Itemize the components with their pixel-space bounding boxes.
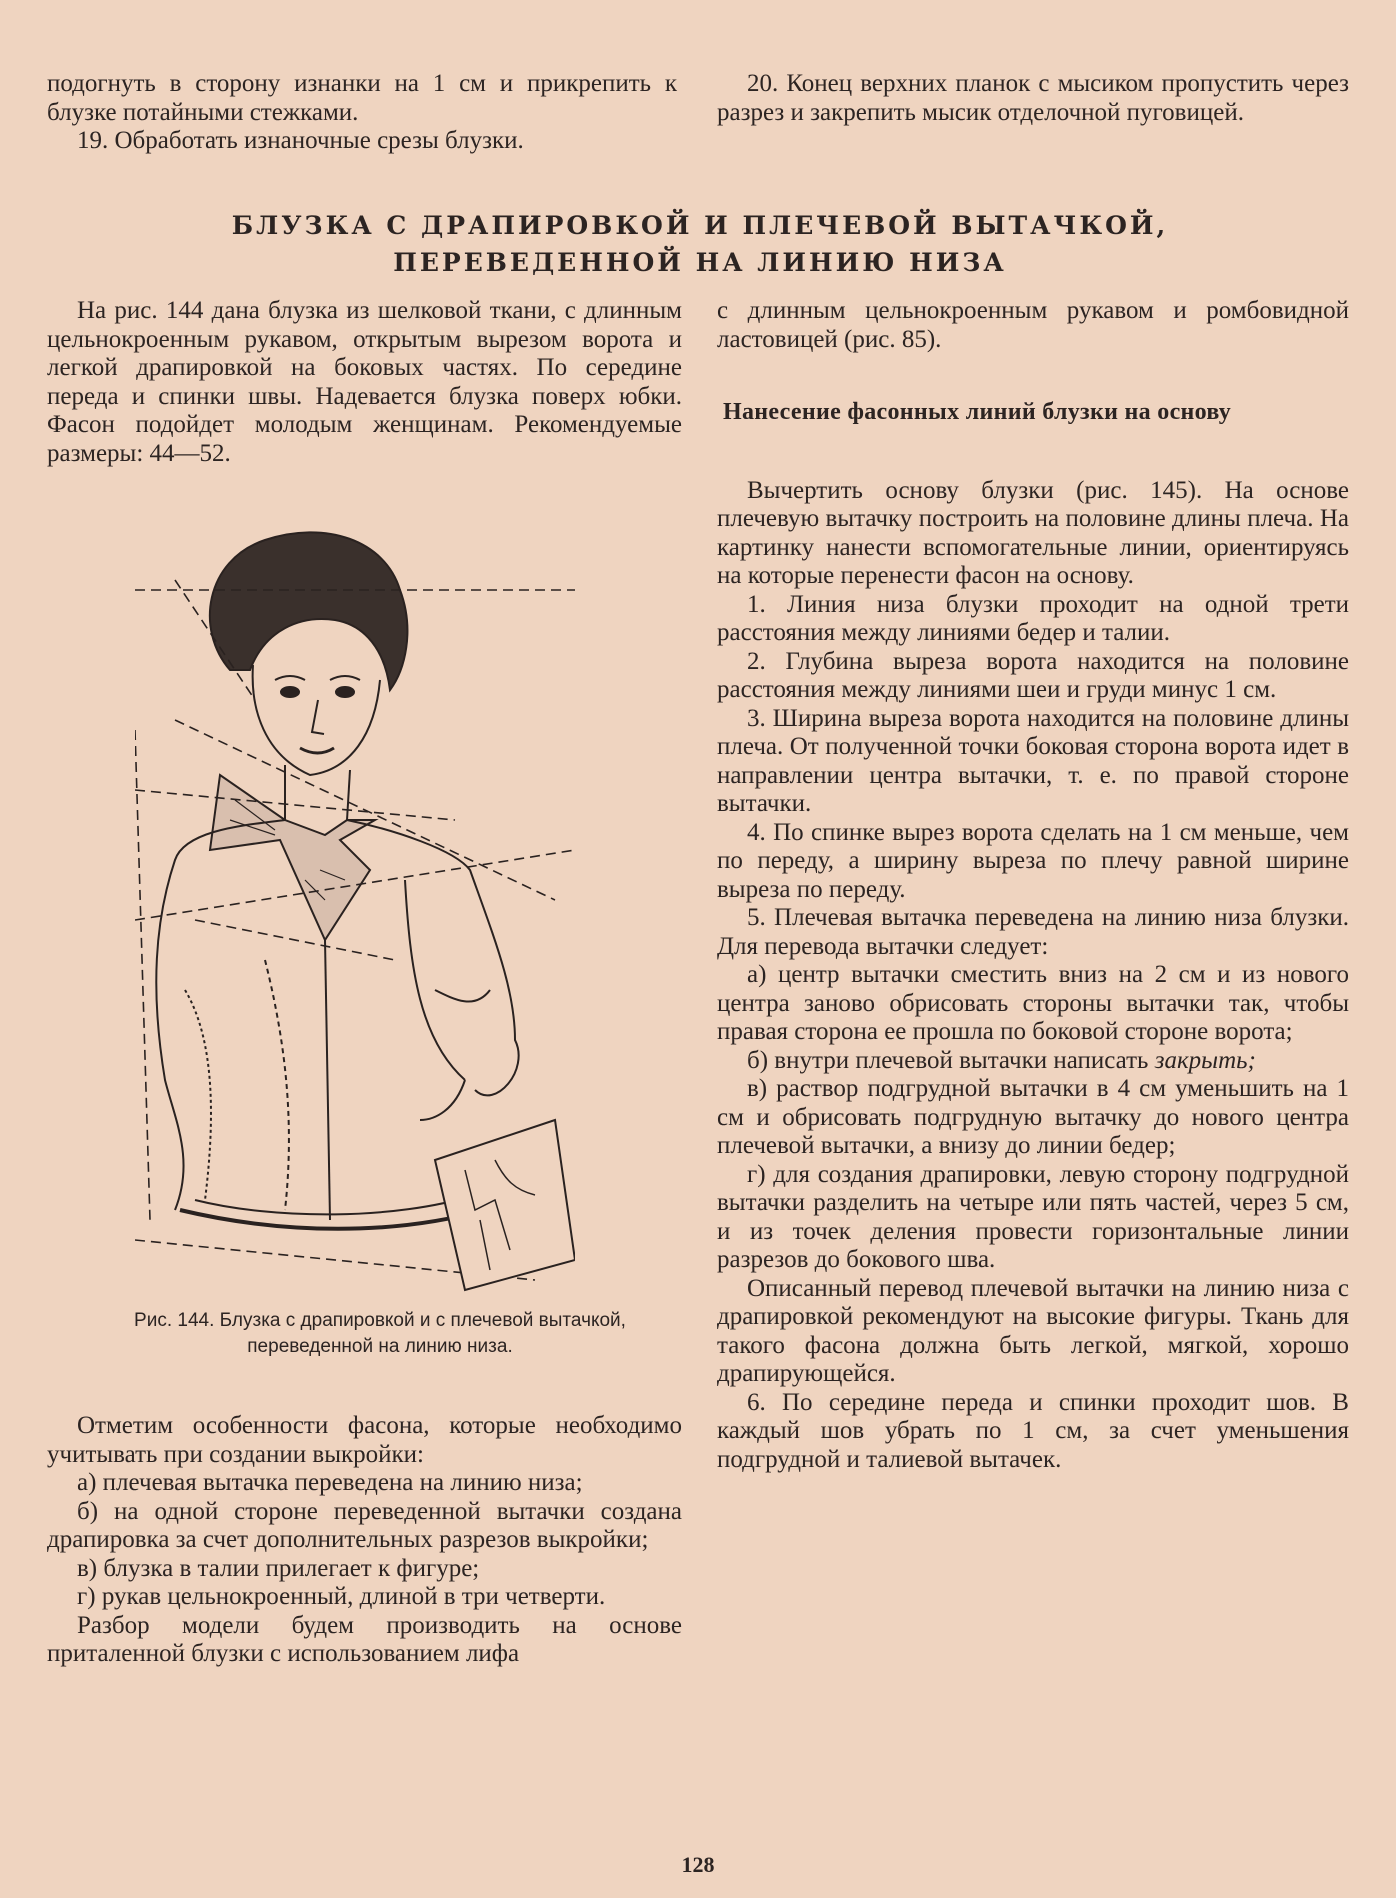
list-item: в) блузка в талии прилегает к фигуре; bbox=[77, 1554, 480, 1582]
item-text: б) внутри плечевой вытачки написать bbox=[747, 1046, 1149, 1074]
title-line-1: БЛУЗКА С ДРАПИРОВКОЙ И ПЛЕЧЕВОЙ ВЫТАЧКОЙ, bbox=[231, 211, 1169, 240]
list-item: г) рукав цельнокроенный, длиной в три четверти. bbox=[77, 1583, 606, 1610]
list-item: 5. Плечевая вытачка переведена на линию низа блузки. Для перевода вытачки следует: bbox=[717, 904, 1349, 960]
right-column bbox=[717, 297, 1349, 1474]
paragraph-continuation: с длинным цельнокроенным рукавом и ромбовидной ластовицей (рис. 85). bbox=[717, 297, 1349, 353]
list-item: г) для создания драпировки, левую сторону подгрудной вытачки разделить на четыре или пять частей, через 5 см, и из точек деления провести горизонтальные линии разрезов до бокового шва. bbox=[717, 1160, 1349, 1273]
top-right-column bbox=[717, 70, 1349, 127]
paragraph: 19. Обработать изнаночные срезы блузки. bbox=[77, 127, 524, 154]
list-item: 1. Линия низа блузки проходит на одной трети расстояния между линиями бедер и талии. bbox=[717, 590, 1349, 646]
intro-paragraph: На рис. 144 дана блузка из шелковой ткани, с длинным цельнокроенным рукавом, открытым вырезом ворота и легкой драпировкой на боковых частях. По середине переда и спинки швы. Надевается блузка поверх юбки. Фасон подойдет молодым женщинам. Рекомендуемые размеры: 44—52. bbox=[47, 297, 682, 467]
figure-caption: Рис. 144. Блузка с драпировкой и с плечевой вытачкой, переведенной на линию низа. bbox=[134, 1310, 626, 1357]
top-left-column bbox=[47, 70, 677, 156]
list-item: а) плечевая вытачка переведена на линию низа; bbox=[77, 1469, 583, 1496]
intro-column bbox=[47, 297, 682, 468]
bottom-left-column bbox=[47, 1412, 682, 1669]
paragraph: подогнуть в сторону изнанки на 1 см и прикрепить к блузке потайными стежками. bbox=[47, 70, 677, 126]
list-item: а) центр вытачки сместить вниз на 2 см и из нового центра заново обрисовать стороны вытачки так, чтобы правая сторона ее прошла по боковой стороне ворота; bbox=[717, 961, 1349, 1045]
paragraph: Отметим особенности фасона, которые необходимо учитывать при создании выкройки: bbox=[47, 1412, 682, 1468]
list-item: в) раствор подгрудной вытачки в 4 см уменьшить на 1 см и обрисовать подгрудную вытачку до нового центра плечевой вытачки, а внизу до линии бедер; bbox=[717, 1075, 1349, 1159]
section-title bbox=[150, 207, 1250, 281]
paragraph: Описанный перевод плечевой вытачки на линию низа с драпировкой рекомендуют на высокие фигуры. Ткань для такого фасона должна быть легкой, мягкой, хорошо драпирующейся. bbox=[717, 1274, 1349, 1387]
list-item: б) на одной стороне переведенной вытачки создана драпировка за счет дополнительных разрезов выкройки; bbox=[47, 1497, 682, 1553]
paragraph: Разбор модели будем производить на основе приталенной блузки с использованием лифа bbox=[47, 1611, 682, 1667]
list-item: 4. По спинке вырез ворота сделать на 1 см меньше, чем по переду, а ширину выреза по плечу равной ширине выреза по переду. bbox=[717, 818, 1349, 903]
list-item: 6. По середине переда и спинки проходит шов. В каждый шов убрать по 1 см, за счет уменьшения подгрудной и талиевой вытачек. bbox=[717, 1388, 1349, 1473]
list-item bbox=[717, 1047, 1349, 1076]
title-line-2: ПЕРЕВЕДЕННОЙ НА ЛИНИЮ НИЗА bbox=[393, 248, 1007, 277]
list-item: 2. Глубина выреза ворота находится на половине расстояния между линиями шеи и груди минус 1 см. bbox=[717, 647, 1349, 703]
list-item: 3. Ширина выреза ворота находится на половине длины плеча. От полученной точки боковая сторона ворота идет в направлении центра вытачки, т. е. по правой стороне вытачки. bbox=[717, 704, 1349, 817]
paragraph: 20. Конец верхних планок с мысиком пропустить через разрез и закрепить мысик отделочной пуговицей. bbox=[717, 70, 1349, 126]
paragraph: Вычертить основу блузки (рис. 145). На основе плечевую вытачку построить на половине длины плеча. На картинку нанести вспомогательные линии, ориентируясь на которые перенести фасон на основу. bbox=[717, 476, 1349, 589]
italic-word: закрыть; bbox=[1154, 1046, 1256, 1074]
page-number: 128 bbox=[681, 1852, 715, 1877]
blouse-illustration bbox=[135, 520, 575, 1300]
subheading: Нанесение фасонных линий блузки на основу bbox=[723, 399, 1232, 425]
